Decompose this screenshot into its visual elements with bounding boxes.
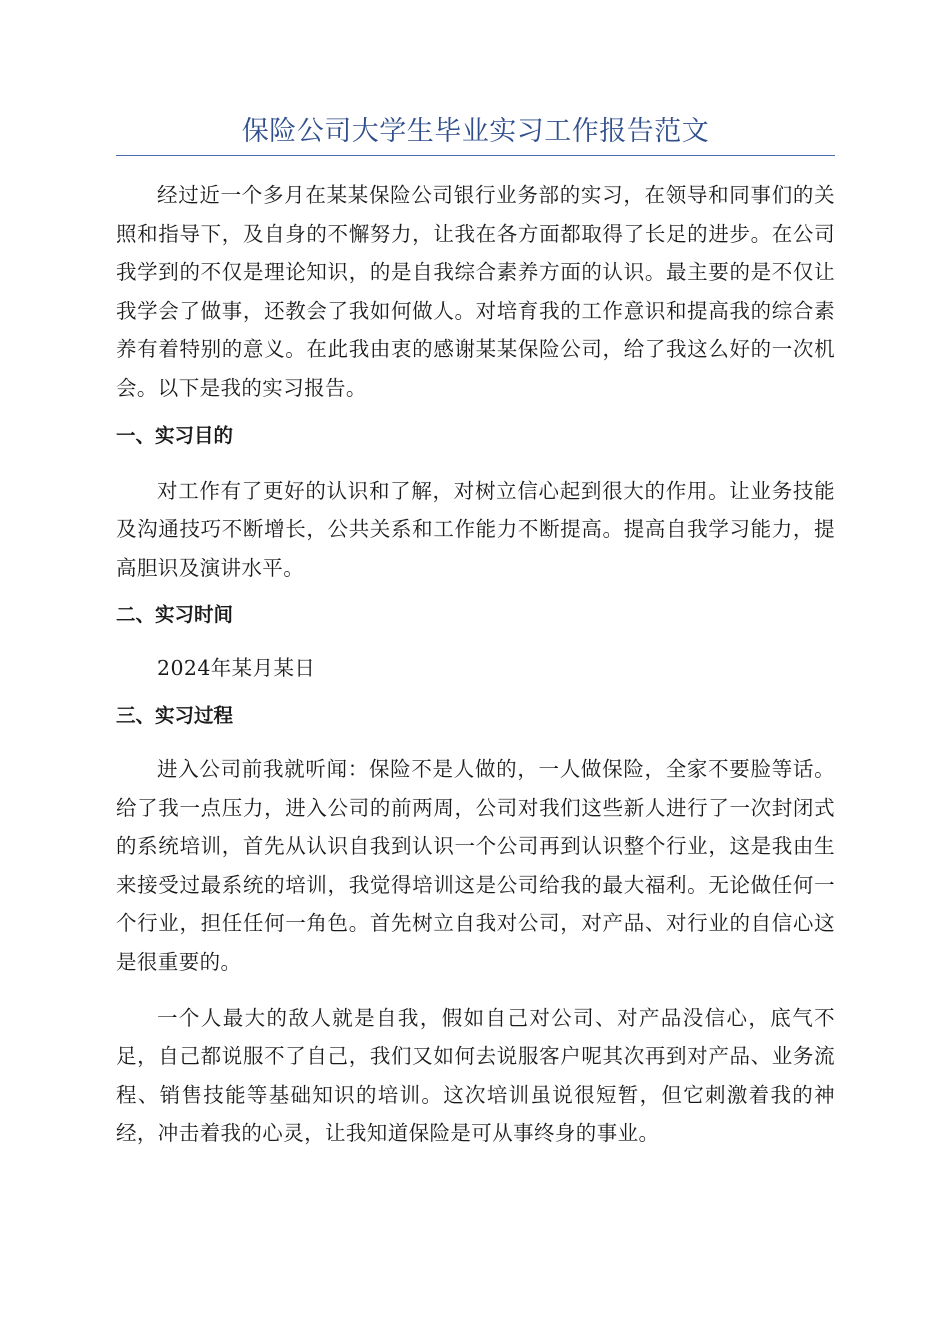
section-heading-process: 三、实习过程 <box>116 703 234 727</box>
section-paragraph-purpose: 对工作有了更好的认识和了解，对树立信心起到很大的作用。让业务技能及沟通技巧不断增长，公共关系和工作能力不断提高。提高自我学习能力，提高胆识及演讲水平。 <box>116 478 835 580</box>
document-title: 保险公司大学生毕业实习工作报告范文 <box>116 110 835 156</box>
section-heading-purpose: 一、实习目的 <box>116 423 234 447</box>
section-paragraph-process-1: 进入公司前我就听闻：保险不是人做的，一人做保险，全家不要脸等话。给了我一点压力，进入公司的前两周，公司对我们这些新人进行了一次封闭式的系统培训，首先从认识自我到认识一个公司再到认识整个行业，这是我由生来接受过最系统的培训，我觉得培训这是公司给我的最大福利。无论做任何一个行业，担任任何一角色。首先树立自我对公司，对产品、对行业的自信心这是很重要的。 <box>116 756 835 974</box>
section-paragraph-process-2: 一个人最大的敌人就是自我，假如自己对公司、对产品没信心，底气不足，自己都说服不了自己，我们又如何去说服客户呢其次再到对产品、业务流程、销售技能等基础知识的培训。这次培训虽说很短暂，但它刺激着我的神经，冲击着我的心灵，让我知道保险是可从事终身的事业。 <box>116 1005 835 1146</box>
section-heading-time: 二、实习时间 <box>116 603 234 627</box>
document-page <box>116 110 835 1153</box>
section-paragraph-time: 2024年某月某日 <box>157 656 316 681</box>
intro-paragraph: 经过近一个多月在某某保险公司银行业务部的实习，在领导和同事们的关照和指导下，及自身的不懈努力，让我在各方面都取得了长足的进步。在公司我学到的不仅是理论知识，的是自我综合素养方面的认识。最主要的是不仅让我学会了做事，还教会了我如何做人。对培育我的工作意识和提高我的综合素养有着特别的意义。在此我由衷的感谢某某保险公司，给了我这么好的一次机会。以下是我的实习报告。 <box>116 183 835 400</box>
